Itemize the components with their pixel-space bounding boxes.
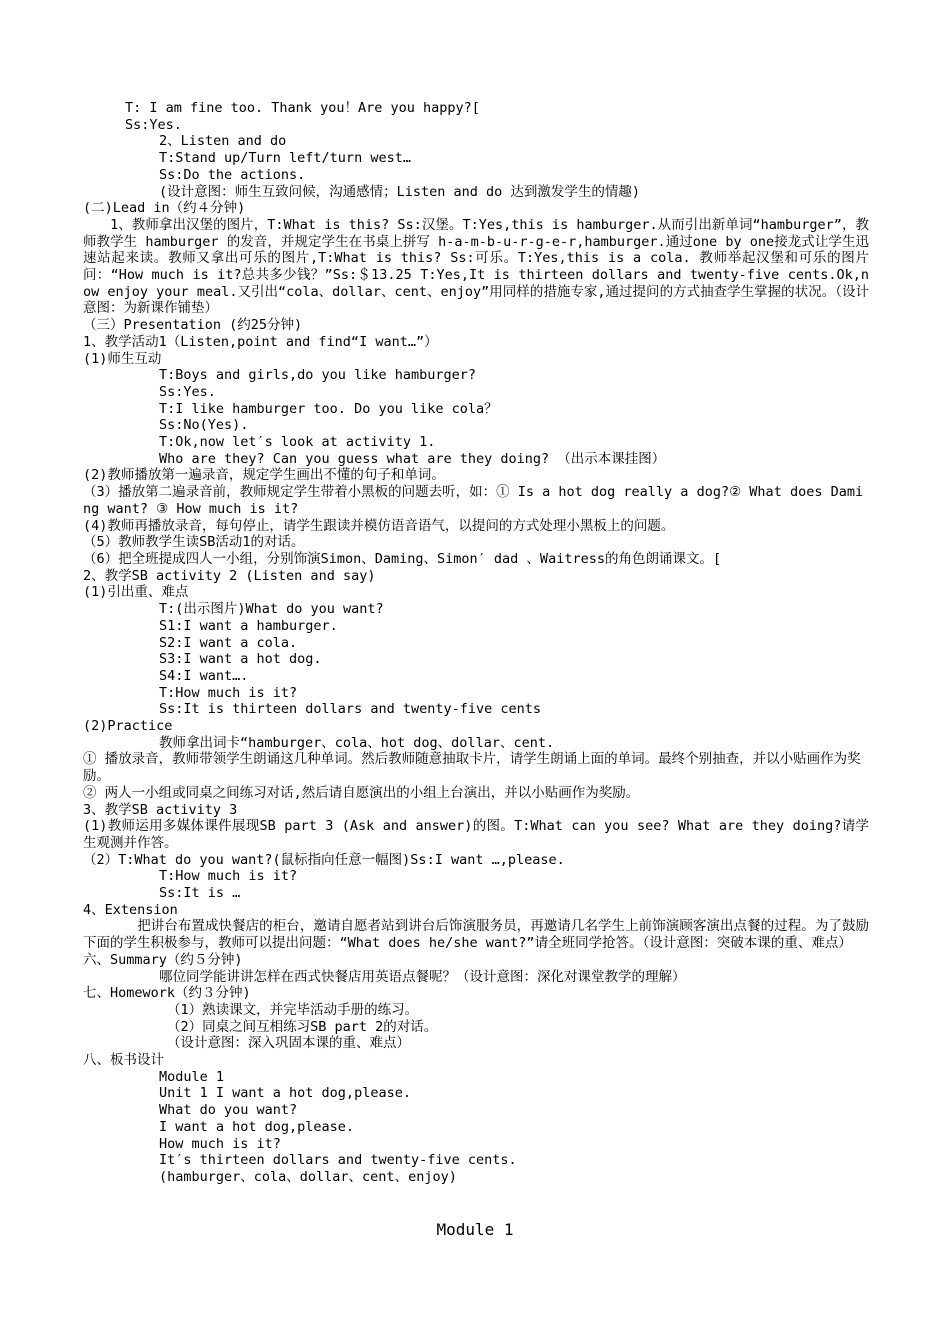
text-line: (1)引出重、难点 [83,584,189,601]
text-line: S4:I want…. [159,667,249,684]
text-line: T:I like hamburger too. Do you like cola？ [159,400,498,417]
text-line: 教师拿出词卡“hamburger、cola、hot dog、dollar、cent. [159,734,555,751]
section-heading: (二)Lead in（约４分钟) [83,200,246,217]
text-line: （3）播放第二遍录音前，教师规定学生带着小黑板的问题去听，如：① Is a hot dog really a dog?② What does Daming want? ③ How much is it? [83,484,864,517]
text-line: (hamburger、cola、dollar、cent、enjoy) [159,1169,457,1185]
text-line: 2、教学SB activity 2 (Listen and say) [83,567,376,584]
text-line: T:How much is it? [159,684,298,701]
text-line: （6）把全班提成四人一小组，分别饰演Simon、Daming、Simon′ dad 、Waitress的角色朗诵课文。[ [83,550,722,567]
section-heading: 六、Summary（约５分钟) [83,951,243,968]
document-body [83,100,869,1186]
text-line: Unit 1 I want a hot dog,please. [159,1085,411,1102]
text-line: T:Boys and girls,do you like hamburger? [159,367,476,384]
text-line: 1、教学活动1（Listen,point and find“I want…”） [83,333,438,350]
text-line: (2)教师播放第一遍录音，规定学生画出不懂的句子和单词。 [83,467,445,484]
text-line: Module 1 [159,1068,225,1085]
text-line: (4)教师再播放录音，每句停止，请学生跟读并模仿语音语气，以提问的方式处理小黑板上的问题。 [83,517,675,534]
section-heading: 七、Homework（约３分钟) [83,985,251,1002]
text-line: 2、Listen and do [159,133,287,150]
text-line: What do you want? [159,1102,298,1119]
text-line: （1）熟读课文，并完毕活动手册的练习。 [167,1001,419,1018]
paragraph: 把讲台布置成快餐店的柜台，邀请自愿者站到讲台后饰演服务员，再邀请几名学生上前饰演顾客演出点餐的过程。为了鼓励下面的学生积极参与，教师可以提出问题：“What does he/she want?”请全班同学抢答。（设计意图：突破本课的重、难点） [83,918,869,952]
text-line: T: I am fine too. Thank you！Are you happy?[ [125,100,480,116]
text-line: S1:I want a hamburger. [159,617,338,634]
text-line: （设计意图：深入巩固本课的重、难点） [167,1035,410,1052]
section-heading: （三）Presentation (约25分钟) [83,317,303,334]
text-line: Ss:Yes. [125,116,182,133]
text-line: T:(出示图片)What do you want? [159,601,384,618]
text-line: (设计意图：师生互致问候，沟通感情；Listen and do 达到激发学生的情趣) [159,183,641,200]
text-line: ① 播放录音，教师带领学生朗诵这几种单词。然后教师随意抽取卡片，请学生朗诵上面的单词。最终个别抽查，并以小贴画作为奖励。 [83,751,861,785]
text-line: T:Stand up/Turn left/turn west… [159,150,411,167]
text-line: (2)Practice [83,718,173,735]
text-line: Ss:It is thirteen dollars and twenty-five cents [159,701,542,718]
text-line: (1)教师运用多媒体课件展现SB part 3 (Ask and answer)的图。T:What can you see? What are they doing?请学生观测并作答。 [83,818,869,851]
text-line: Ss:Do the actions. [159,166,306,183]
paragraph: 1、教师拿出汉堡的图片，T:What is this? Ss:汉堡。T:Yes,this is hamburger.从而引出新单词“hamburger”，教师教学生 hamburger 的发音，并规定学生在书桌上拼写 h-a-m-b-u-r-g-e-r,hamburger.通过one by one接龙式让学生迅速站起来读。教师又拿出可乐的图片,T:What is this? Ss:可乐。T:Yes,this is a cola. 教师举起汉堡和可乐的图片问：“How much is it?总共多少钱？”Ss:＄13.25 T:Yes,It is thirteen dollars and twenty-five cents.Ok,now enjoy your meal.又引出“cola、dollar、cent、enjoy”用同样的措施专家,通过提问的方式抽查学生掌握的状况。（设计意图：为新课作铺垫） [83,216,869,317]
text-line: Ss:It is … [159,885,241,902]
text-line: （2）同桌之间互相练习SB part 2的对话。 [167,1018,438,1035]
text-line: S3:I want a hot dog. [159,651,322,668]
text-line: T:How much is it? [159,868,298,885]
text-line: S2:I want a cola. [159,634,298,651]
section-heading: 八、板书设计 [83,1052,164,1069]
text-line: 4、Extension [83,901,178,918]
text-line: Ss:No(Yes). [159,417,249,434]
text-line: I want a hot dog,please. [159,1118,355,1135]
text-line: Who are they? Can you guess what are they doing? （出示本课挂图） [159,450,666,467]
text-line: （2）T:What do you want?(鼠标指向任意一幅图)Ss:I want …,please. [83,851,565,868]
text-line: 哪位同学能讲讲怎样在西式快餐店用英语点餐呢？（设计意图：深化对课堂教学的理解） [159,968,686,985]
text-line: ② 两人一小组或同桌之间练习对话,然后请自愿演出的小组上台演出，并以小贴画作为奖励。 [83,784,640,801]
text-line: Ss:Yes. [159,383,216,400]
text-line: 3、教学SB activity 3 [83,801,238,818]
text-line: How much is it? [159,1135,281,1152]
text-line: It′s thirteen dollars and twenty-five cents. [159,1152,517,1169]
text-line: （5）教师教学生读SB活动1的对话。 [83,534,305,551]
text-line: (1)师生互动 [83,350,162,367]
text-line: T:Ok,now let′s look at activity 1. [159,434,436,451]
page-footer: Module 1 [436,1220,514,1239]
